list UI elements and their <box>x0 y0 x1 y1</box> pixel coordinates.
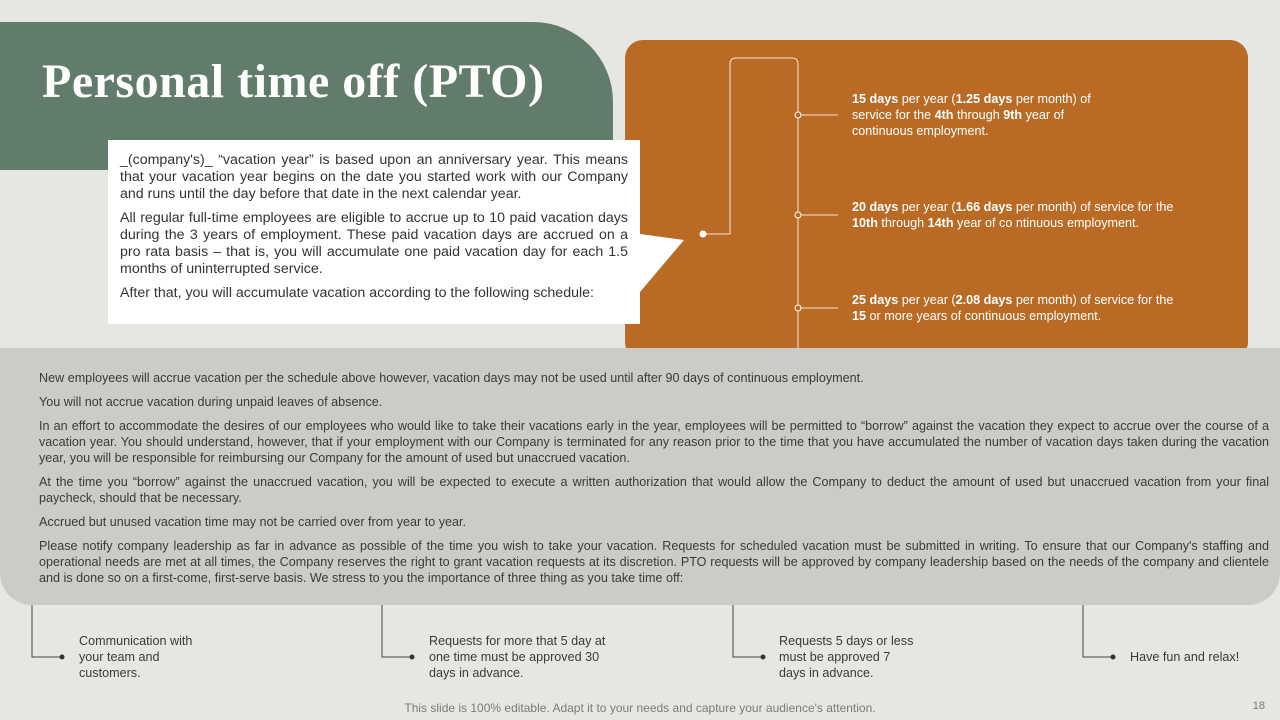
policy-paragraph: Please notify company leadership as far in advance as possible of the time you wish to take your vacation. Requests for scheduled vacation must be submitted in writing. To ensure that our Company's staffing and operational needs are met at all times, the Company reserves the right to grant vacation requests at its discretion. PTO requests will be approved by company leadership based on the needs of the company and clientele and is done so on a first-come, first-serve basis. We stress to you the importance of three thing as you take time off: <box>39 539 1269 585</box>
intro-paragraph: All regular full-time employees are eligible to accrue up to 10 paid vacation days during the 3 years of employment. These paid vacation days are accrued on a pro rata basis – that is, you will accumulate one paid vacation day for each 1.5 months of uninterrupted service. <box>120 210 628 277</box>
tip-line: Communication with <box>79 634 193 648</box>
sched-bold: 1.25 days <box>955 92 1013 106</box>
tip-line: must be approved 7 <box>779 650 891 664</box>
policy-paragraph: Accrued but unused vacation time may not be carried over from year to year. <box>39 515 467 529</box>
sched-bold: 14th <box>927 216 954 230</box>
tip-line: Have fun and relax! <box>1130 650 1240 664</box>
tip-short-requests <box>779 633 913 681</box>
sched-bold: 15 <box>852 309 867 323</box>
tip-line: your team and <box>79 650 160 664</box>
page-number: 18 <box>1252 700 1265 712</box>
footer-note: This slide is 100% editable. Adapt it to your needs and capture your audience's attention. <box>404 701 876 715</box>
sched-text: year of continuous employment. <box>852 108 1065 138</box>
sched-bold: 15 days <box>852 92 899 106</box>
policy-paragraph: In an effort to accommodate the desires of our employees who would like to take their vacations early in the year, employees will be permitted to “borrow” against the vacation they expect to accrue over the course of a vacation year. You should understand, however, that if your employment with our Company is terminated for any reason prior to the time that you have accumulated the number of vacation days taken during the vacation year, you will be responsible for reimbursing our Company for the amount of used but unaccrued vacation. <box>39 419 1269 465</box>
sched-text: per year ( <box>898 200 956 214</box>
sched-bold: 1.66 days <box>955 200 1013 214</box>
sched-bold: 2.08 days <box>955 293 1013 307</box>
sched-bold: 4th <box>934 108 954 122</box>
sched-bold: 25 days <box>852 293 899 307</box>
policy-paragraph: New employees will accrue vacation per the schedule above however, vacation days may not be used until after 90 days of continuous employment. <box>39 371 864 385</box>
tip-line: customers. <box>79 666 141 680</box>
tip-communication <box>79 633 192 681</box>
sched-text: through <box>877 216 928 230</box>
tip-line: Requests 5 days or less <box>779 634 914 648</box>
sched-text: per year ( <box>898 293 956 307</box>
sched-text: per month) of service for the <box>1012 200 1174 214</box>
tip-line: days in advance. <box>429 666 524 680</box>
policy-paragraph: At the time you “borrow” against the unaccrued vacation, you will be expected to execute a written authorization that would allow the Company to deduct the amount of used but unaccrued vacation from your final paycheck, should that be necessary. <box>39 475 1269 505</box>
sched-text: year of co ntinuous employment. <box>953 216 1140 230</box>
sched-text: per month) of service for the <box>1012 293 1174 307</box>
policy-paragraph: You will not accrue vacation during unpaid leaves of absence. <box>39 395 383 409</box>
tip-long-requests <box>429 633 605 681</box>
sched-text: per year ( <box>898 92 956 106</box>
sched-text: through <box>953 108 1004 122</box>
tip-line: one time must be approved 30 <box>429 650 600 664</box>
tip-have-fun <box>1130 649 1239 665</box>
sched-text: per month) of service for the <box>852 92 1091 122</box>
slide-title: Personal time off (PTO) <box>42 55 545 108</box>
intro-paragraph: After that, you will accumulate vacation according to the following schedule: <box>120 285 594 301</box>
sched-bold: 20 days <box>852 200 899 214</box>
tip-line: Requests for more that 5 day at <box>429 634 606 648</box>
sched-bold: 9th <box>1003 108 1023 122</box>
tip-line: days in advance. <box>779 666 874 680</box>
sched-text: or more years of continuous employment. <box>866 309 1102 323</box>
sched-bold: 10th <box>852 216 878 230</box>
intro-paragraph: _(company's)_ “vacation year” is based upon an anniversary year. This means that your vacation year begins on the date you started work with our Company and runs until the day before that date in the next calendar year. <box>120 152 628 202</box>
